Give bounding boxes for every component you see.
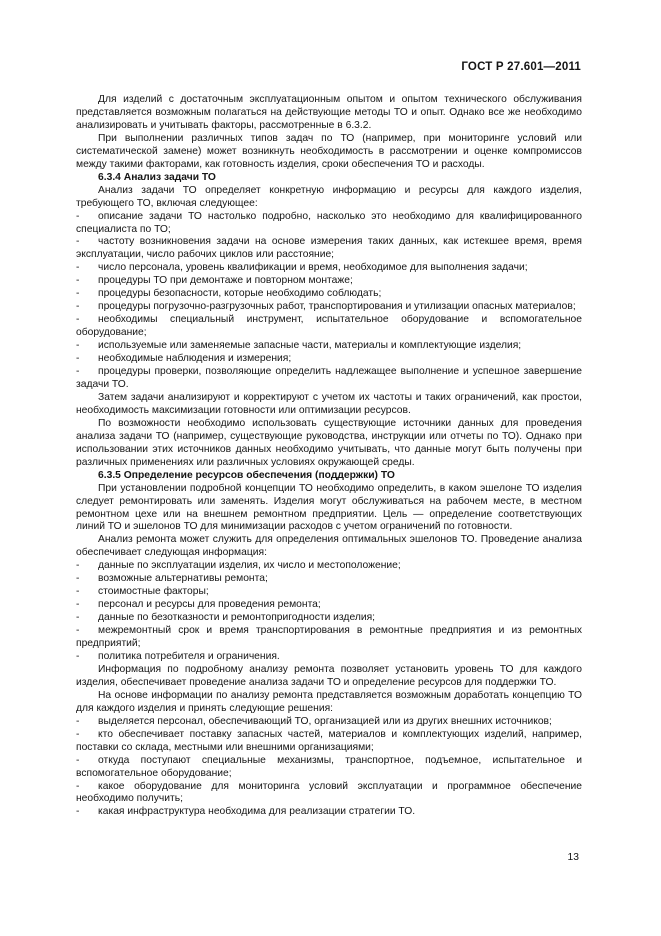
list-item [76,288,582,301]
list-item [76,262,582,275]
list-bullet: - [76,275,80,287]
list-bullet: - [76,586,80,598]
list-bullet: - [76,754,80,766]
list-item-text: процедуры погрузочно-разгрузочных работ, транспортирования и утилизации опасных материалов; [98,301,576,313]
list-item-text: выделяется персонал, обеспечивающий ТО, организацией или из других внешних источников; [98,715,552,727]
list-item-text: используемые или заменяемые запасные части, материалы и комплектующие изделия; [98,340,522,352]
paragraph: Информация по подробному анализу ремонта позволяет установить уровень ТО для каждого изделия, обеспечивает проведение анализа задачи ТО и определение ресурсов для поддержки ТО. [76,663,582,688]
list-item [76,275,582,288]
list-item-text: какая инфраструктура необходима для реализации стратегии ТО. [98,806,416,818]
list-item-text: откуда поступают специальные механизмы, транспортное, подъемное, испытательное и вспомогательное оборудование; [76,754,582,779]
list-bullet: - [76,625,80,637]
list-item [76,755,582,781]
list-item [76,353,582,366]
list-bullet: - [76,262,80,274]
list-bullet: - [76,353,80,365]
list-item [76,612,582,625]
list-bullet: - [76,780,80,792]
paragraph: Затем задачи анализируют и корректируют с учетом их частоты и таких ограничений, как простои, необходимость максимизации готовности или оптимизации ресурсов. [76,391,582,416]
list-bullet: - [76,612,80,624]
list-bullet: - [76,573,80,585]
paragraph: Анализ задачи ТО определяет конкретную информацию и ресурсы для каждого изделия, требующего ТО, включая следующее: [76,184,582,209]
paragraph: При установлении подробной концепции ТО необходимо определить, в каком эшелоне ТО изделия следует ремонтировать или заменять. Изделия могут обслуживаться на рабочем месте, в местном ремонтном цехе или на внешнем ремонтном предприятии. Цель — определение соответствующих линий ТО и эшелонов ТО для минимизации расходов с учетом ограничений по готовности. [76,482,582,533]
list-item [76,560,582,573]
paragraph: По возможности необходимо использовать существующие источники данных для проведения анализа задачи ТО (например, существующие руководства, инструкции или отчеты по ТО). Однако при использовании этих источников данных необходимо учитывать, что данные могут быть получены при различных применениях или различных условиях окружающей среды. [76,417,582,468]
list-item-text: процедуры ТО при демонтаже и повторном монтаже; [98,275,353,287]
list-bullet: - [76,560,80,572]
list-item-text: возможные альтернативы ремонта; [98,573,268,585]
list-item [76,573,582,586]
list-bullet: - [76,236,80,248]
paragraph: Для изделий с достаточным эксплуатационным опытом и опытом технического обслуживания представляется возможным полагаться на действующие методы ТО и опыт. Однако все же необходимо анализировать и учитывать факторы, рассмотренные в 6.3.2. [76,94,582,131]
list-item [76,716,582,729]
list-bullet: - [76,288,80,300]
list-item-text: персонал и ресурсы для проведения ремонта; [98,599,321,611]
list-item [76,211,582,237]
list-bullet: - [76,806,80,818]
section-heading: 6.3.5 Определение ресурсов обеспечения (поддержки) ТО [98,469,395,481]
list-bullet: - [76,715,80,727]
list-item [76,806,582,819]
list-item-text: стоимостные факторы; [98,586,209,598]
list-item [76,599,582,612]
list-item-text: данные по безотказности и ремонтопригодности изделия; [98,612,376,624]
paragraph: При выполнении различных типов задач по ТО (например, при мониторинге условий или систематической замене) может возникнуть необходимость в рассмотрении и оценке компромиссов между такими факторами, как готовность изделия, сроки обеспечения ТО и расходы. [76,132,582,170]
list-item-text: данные по эксплуатации изделия, их число и местоположение; [98,560,401,572]
list-item-text: частоту возникновения задачи на основе измерения таких данных, как истекшее время, время эксплуатации, число рабочих циклов или расстояние; [76,236,582,261]
list-item-text: необходимые наблюдения и измерения; [98,353,292,365]
list-item-text: процедуры безопасности, которые необходимо соблюдать; [98,288,382,300]
list-item-text: кто обеспечивает поставку запасных частей, материалов и комплектующих изделий, например, поставки со склада, местными или внешними организациями; [76,728,582,753]
list-item [76,340,582,353]
list-item [76,301,582,314]
list-item [76,366,582,392]
list-item [76,625,582,651]
list-item [76,314,582,340]
list-item-text: описание задачи ТО настолько подробно, насколько это необходимо для квалифицированного специалиста по ТО; [76,210,582,235]
section-heading: 6.3.4 Анализ задачи ТО [98,171,216,183]
paragraph: На основе информации по анализу ремонта представляется возможным доработать концепцию ТО для каждого изделия и принять следующие решения: [76,689,582,714]
list-item-text: какое оборудование для мониторинга условий эксплуатации и программное обеспечение необходимо получить; [76,780,582,805]
paragraph: Анализ ремонта может служить для определения оптимальных эшелонов ТО. Проведение анализа обеспечивает следующая информация: [76,534,582,559]
list-bullet: - [76,728,80,740]
list-bullet: - [76,314,80,326]
list-item [76,586,582,599]
list-item [76,651,582,664]
list-item [76,781,582,807]
page-number: 13 [567,852,579,863]
list-item [76,729,582,755]
document-body [76,94,582,819]
list-item-text: межремонтный срок и время транспортирования в ремонтные предприятия и из ремонтных предприятий; [76,625,582,650]
list-item-text: процедуры проверки, позволяющие определить надлежащее выполнение и успешное завершение задачи ТО. [76,366,582,390]
list-item-text: число персонала, уровень квалификации и время, необходимое для выполнения задачи; [98,262,528,274]
list-bullet: - [76,599,80,611]
standard-code-header: ГОСТ Р 27.601—2011 [461,61,581,73]
list-bullet: - [76,366,80,378]
list-item [76,236,582,262]
list-item-text: политика потребителя и ограничения. [98,650,280,662]
list-bullet: - [76,301,80,313]
list-bullet: - [76,340,80,352]
list-bullet: - [76,650,80,662]
list-bullet: - [76,210,80,222]
list-item-text: необходимы специальный инструмент, испытательное оборудование и вспомогательное оборудование; [76,314,582,339]
